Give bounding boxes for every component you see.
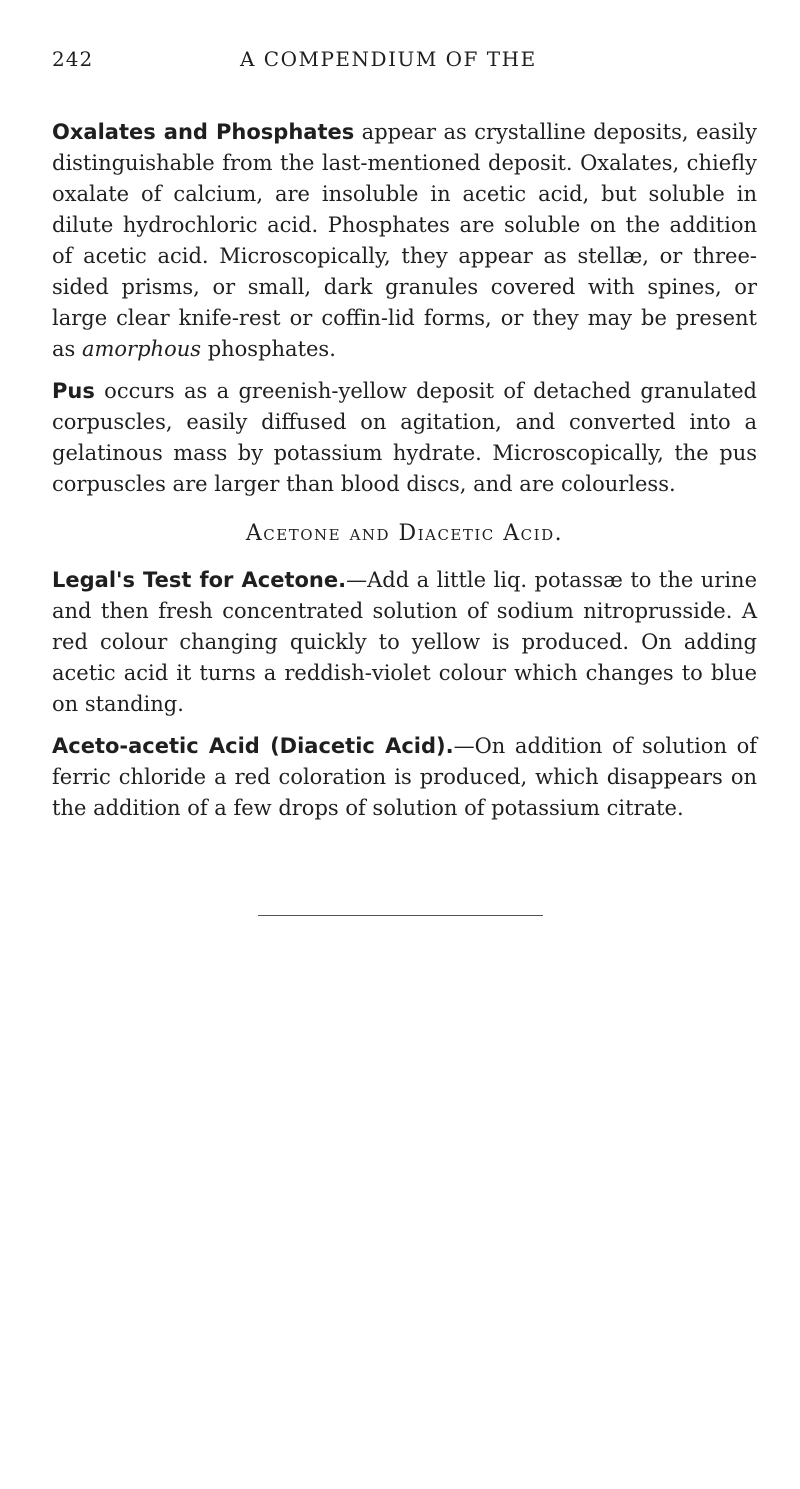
paragraph-lead-pus: Pus: [52, 379, 95, 403]
paragraph-lead-legal: Legal's Test for Acetone.: [52, 568, 347, 592]
paragraph-text-end: phosphates.: [201, 337, 336, 361]
paragraph-lead-aceto: Aceto-acetic Acid (Diacetic Acid).: [52, 734, 454, 758]
running-head: [52, 47, 752, 77]
paragraph-text: occurs as a greenish-yellow deposit of detached granulated corpuscles, easily diffused on agitation, and converted into a gelatinous mass by potassium hydrate. Microscopically, the pus corpuscles are larger than blood discs, and are colourless.: [52, 379, 757, 496]
paragraph-lead-oxalates: Oxalates and Phosphates: [52, 120, 355, 144]
paragraph-aceto-acetic: [52, 731, 757, 824]
section-heading: Acetone and Diacetic Acid.: [245, 521, 564, 546]
paragraph-oxalates-phosphates: [52, 117, 757, 365]
body-text: [52, 117, 757, 835]
paragraph-text: —On addition of solution of ferric chloride a red coloration is produced, which disappears on the addition of a few drops of solution of potassium citrate.: [52, 734, 757, 820]
italic-term: amorphous: [81, 337, 202, 361]
paragraph-text: —Add a little liq. potassæ to the urine and then fresh concentrated solution of sodium nitroprusside. A red colour changing quickly to yellow is produced. On adding acetic acid it turns a reddish-violet colour which changes to blue on standing.: [52, 568, 757, 716]
running-title: A COMPENDIUM OF THE: [240, 47, 537, 71]
page-number: 242: [52, 47, 94, 71]
paragraph-text: appear as crystalline deposits, easily distinguishable from the last-mentioned deposit. Oxalates, chiefly oxalate of calcium, are insoluble in acetic acid, but soluble in dilute hydrochloric acid. Phosphates are soluble on the addition of acetic acid. Microscopically, they appear as stellæ, or three-sided prisms, or small, dark granules covered with spines, or large clear knife-rest or coffin-lid forms, or they may be present as: [52, 120, 757, 361]
paragraph-pus: [52, 376, 757, 500]
end-rule: [258, 915, 543, 916]
paragraph-legals-test: [52, 565, 757, 720]
